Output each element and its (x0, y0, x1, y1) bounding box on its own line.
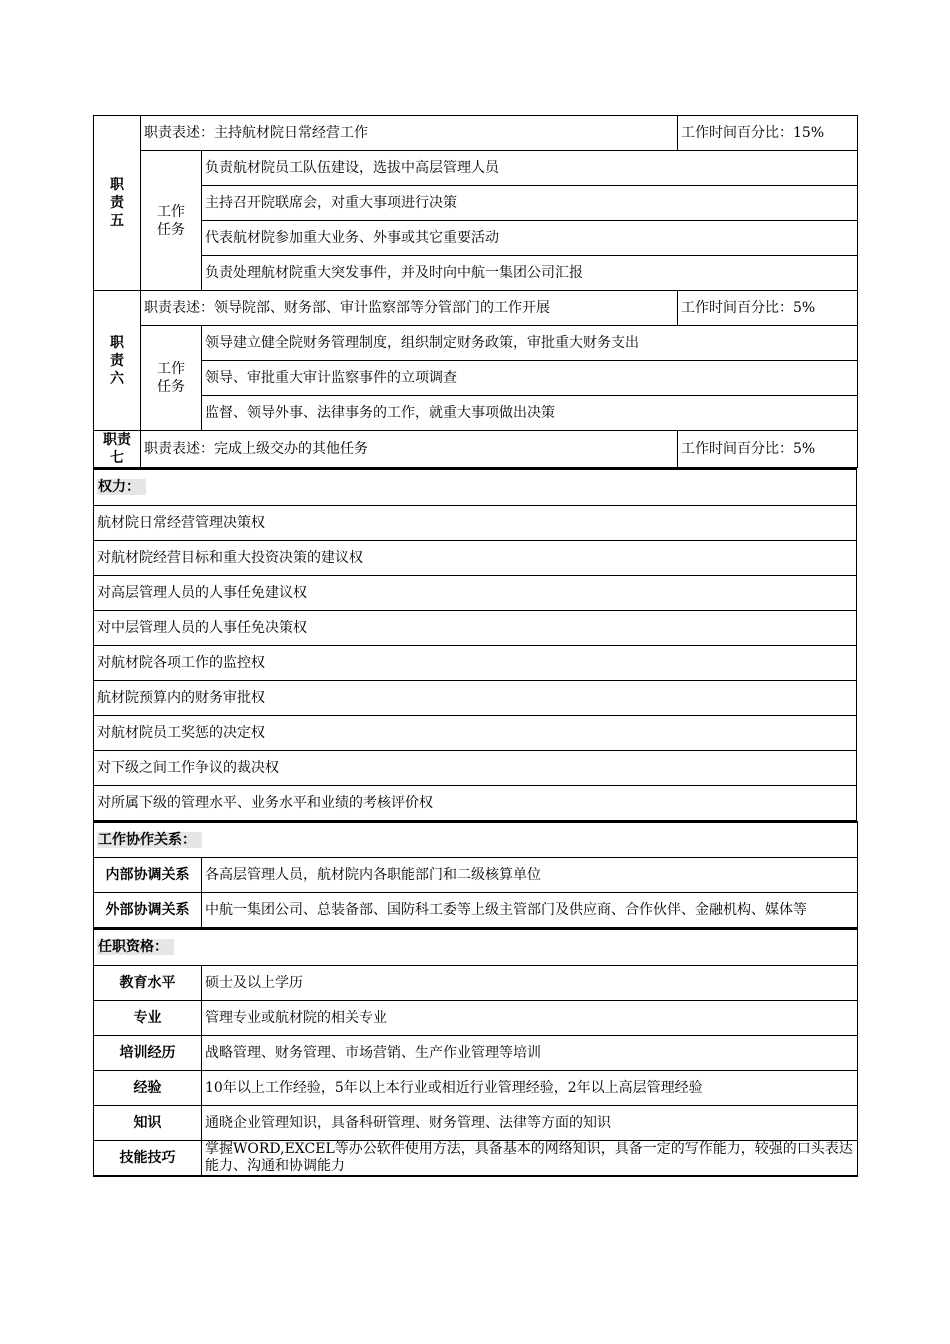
power-item: 对下级之间工作争议的裁决权 (94, 750, 857, 785)
qualifications-section-title: 任职资格： (94, 929, 858, 965)
power-item: 对航材院各项工作的监控权 (94, 645, 857, 680)
duty6-label: 职 责 六 (94, 291, 141, 431)
external-relations-label: 外部协调关系 (94, 893, 202, 928)
duty6-task-2: 领导、审批重大审计监察事件的立项调查 (202, 361, 858, 396)
duty6-statement: 职责表述：领导院部、财务部、审计监察部等分管部门的工作开展 (141, 291, 678, 326)
power-item: 对高层管理人员的人事任免建议权 (94, 575, 857, 610)
power-item: 对航材院员工奖惩的决定权 (94, 715, 857, 750)
knowledge-label: 知识 (94, 1105, 202, 1140)
education-label: 教育水平 (94, 965, 202, 1000)
duty6-task-1: 领导建立健全院财务管理制度，组织制定财务政策，审批重大财务支出 (202, 326, 858, 361)
skills-label: 技能技巧 (94, 1140, 202, 1176)
duty6-task-label: 工作 任务 (141, 326, 202, 431)
experience-value: 10年以上工作经验，5年以上本行业或相近行业管理经验，2年以上高层管理经验 (202, 1070, 858, 1105)
power-item: 航材院预算内的财务审批权 (94, 680, 857, 715)
duty5-task-4: 负责处理航材院重大突发事件，并及时向中航一集团公司汇报 (202, 256, 858, 291)
duty5-task-3: 代表航材院参加重大业务、外事或其它重要活动 (202, 221, 858, 256)
power-item: 对中层管理人员的人事任免决策权 (94, 610, 857, 645)
training-label: 培训经历 (94, 1035, 202, 1070)
duty7-time-percent: 工作时间百分比：5% (678, 431, 858, 468)
power-item: 航材院日常经营管理决策权 (94, 505, 857, 540)
major-value: 管理专业或航材院的相关专业 (202, 1000, 858, 1035)
major-label: 专业 (94, 1000, 202, 1035)
duty5-task-label: 工作 任务 (141, 151, 202, 291)
internal-relations-value: 各高层管理人员，航材院内各职能部门和二级核算单位 (202, 858, 858, 893)
external-relations-value: 中航一集团公司、总装备部、国防科工委等上级主管部门及供应商、合作伙伴、金融机构、媒体等 (202, 893, 858, 928)
skills-value: 掌握WORD,EXCEL等办公软件使用方法，具备基本的网络知识，具备一定的写作能力，较强的口头表达能力、沟通和协调能力 (202, 1140, 858, 1176)
duty6-task-3: 监督、领导外事、法律事务的工作，就重大事项做出决策 (202, 396, 858, 431)
duty6-time-percent: 工作时间百分比：5% (678, 291, 858, 326)
duty5-time-percent: 工作时间百分比：15% (678, 116, 858, 151)
powers-section-title: 权力： (94, 469, 857, 505)
qualifications-table (93, 928, 858, 1177)
duty5-task-1: 负责航材院员工队伍建设，选拔中高层管理人员 (202, 151, 858, 186)
experience-label: 经验 (94, 1070, 202, 1105)
relations-section-title: 工作协作关系： (94, 822, 858, 858)
knowledge-value: 通晓企业管理知识，具备科研管理、财务管理、法律等方面的知识 (202, 1105, 858, 1140)
duty7-label: 职责 七 (94, 431, 141, 468)
job-description-page (93, 115, 857, 1177)
power-item: 对航材院经营目标和重大投资决策的建议权 (94, 540, 857, 575)
duty7-statement: 职责表述：完成上级交办的其他任务 (141, 431, 678, 468)
duties-table (93, 115, 858, 468)
duty5-task-2: 主持召开院联席会，对重大事项进行决策 (202, 186, 858, 221)
power-item: 对所属下级的管理水平、业务水平和业绩的考核评价权 (94, 785, 857, 820)
duty5-label: 职 责 五 (94, 116, 141, 291)
internal-relations-label: 内部协调关系 (94, 858, 202, 893)
powers-table (93, 468, 857, 821)
relations-table (93, 821, 858, 929)
training-value: 战略管理、财务管理、市场营销、生产作业管理等培训 (202, 1035, 858, 1070)
duty5-statement: 职责表述：主持航材院日常经营工作 (141, 116, 678, 151)
education-value: 硕士及以上学历 (202, 965, 858, 1000)
